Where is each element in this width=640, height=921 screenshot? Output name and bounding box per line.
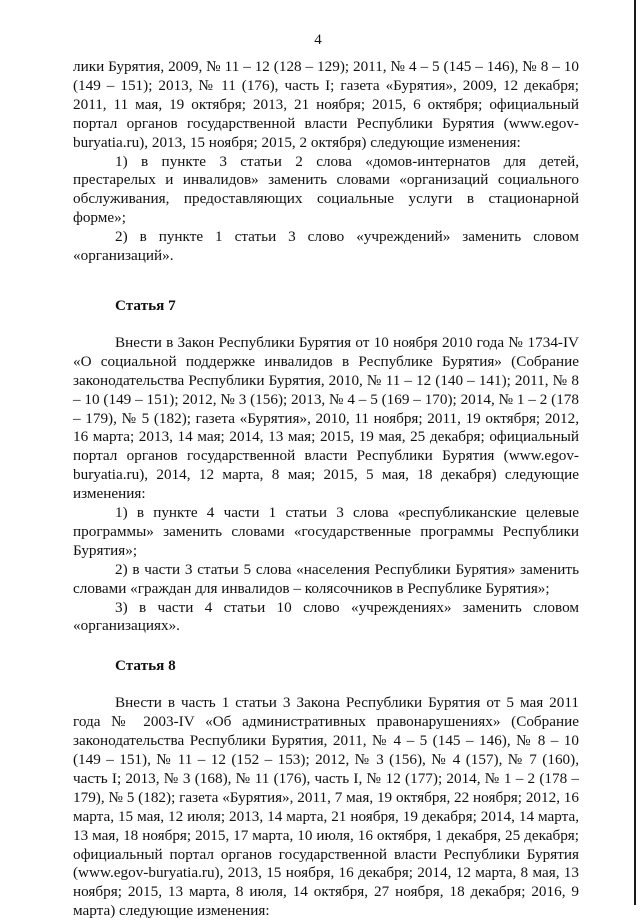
article-7-intro: Внести в Закон Республики Бурятия от 10 ноября 2010 года № 1734-IV «О социальной поддержке инвалидов в Республике Бурятия» (Собрание законодательства Республики Бурятия, 2010, № 11 – 12 (140 – 141); 2011, № 8 – 10 (149 – 151); 2012, № 3 (156); 2013, № 4 – 5 (169 – 170); 2014, № 1 – 2 (178 – 179), № 5 (182); газета «Бурятия», 2010, 11 ноября; 2011, 19 октября; 2012, 16 марта; 2013, 14 мая; 2014, 13 мая; 2015, 19 мая, 25 декабря; официальный портал органов государственной власти Республики Бурятия (www.egov-buryatia.ru), 2014, 12 марта, 8 мая; 2015, 5 мая, 18 декабря) следующие изменения: xyxy=(73,333,579,503)
article-7-item-2: 2) в части 3 статьи 5 слова «населения Республики Бурятия» заменить словами «граждан для инвалидов – колясочников в Республике Бурятия»; xyxy=(73,560,579,597)
article-8-intro: Внести в часть 1 статьи 3 Закона Республики Бурятия от 5 мая 2011 года № 2003-IV «Об административных правонарушениях» (Собрание законодательства Республики Бурятия, 2011, № 4 – 5 (145 – 146), № 8 – 10 (149 – 151), № 11 – 12 (152 – 153); 2012, № 3 (156), № 4 (157), № 7 (160), часть I; 2013, № 3 (168), № 11 (176), часть I, № 12 (177); 2014, № 1 – 2 (178 – 179), № 5 (182); газета «Бурятия», 2011, 7 мая, 19 октября, 22 ноября; 2012, 16 марта, 15 мая, 12 июля; 2013, 14 марта, 21 ноября, 19 декабря; 2014, 14 марта, 13 мая, 18 ноября; 2015, 17 марта, 10 июля, 16 октября, 1 декабря, 25 декабря; официальный портал органов государственной власти Республики Бурятия (www.egov-buryatia.ru), 2013, 15 ноября, 16 декабря; 2014, 12 марта, 8 мая, 13 ноября; 2015, 13 марта, 8 июля, 14 октября, 27 ноября, 18 декабря; 2016, 9 марта) следующие изменения: xyxy=(73,694,579,920)
article-7-item-1: 1) в пункте 4 части 1 статьи 3 слова «республиканские целевые программы» заменить словами «государственные программы Республики Бурятия»; xyxy=(73,504,579,559)
amendment-item-2: 2) в пункте 1 статьи 3 слово «учреждений» заменить словом «организаций». xyxy=(73,228,579,265)
amendment-item-1: 1) в пункте 3 статьи 2 слова «домов-интернатов для детей, престарелых и инвалидов» заменить словами «организаций социального обслуживания, предоставляющих социальные услуги в стационарной форме»; xyxy=(73,152,579,227)
article-8-heading: Статья 8 xyxy=(115,657,176,675)
article-7-item-3: 3) в части 4 статьи 10 слово «учреждениях» заменить словом «организациях». xyxy=(73,598,579,635)
paragraph-continuation: лики Бурятия, 2009, № 11 – 12 (128 – 129); 2011, № 4 – 5 (145 – 146), № 8 – 10 (149 – 151); 2013, № 11 (176), часть I; газета «Бурятия», 2009, 12 декабря; 2011, 11 мая, 19 октября; 2013, 21 ноября; 2015, 6 октября; официальный портал органов государственной власти Республики Бурятия (www.egov-buryatia.ru), 2013, 15 ноября; 2015, 2 октября) следующие изменения: xyxy=(73,58,579,151)
document-body xyxy=(73,58,579,921)
page-number: 4 xyxy=(314,32,322,48)
article-7-heading: Статья 7 xyxy=(115,296,176,314)
